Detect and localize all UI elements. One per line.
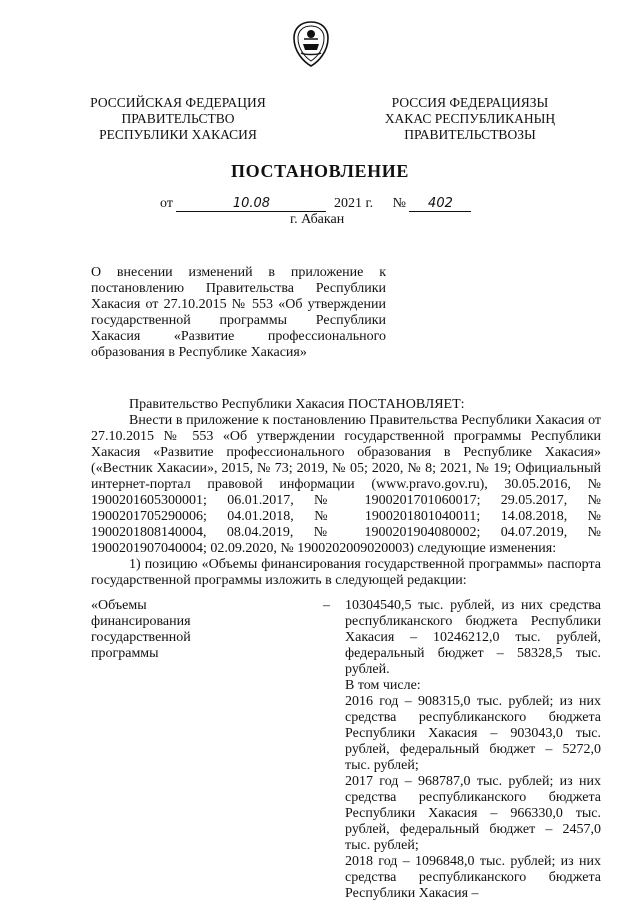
funding-details [345,598,601,902]
funding-total: 10304540,5 тыс. рублей, из них средства республиканского бюджета Республики Хакасия – 10246212,0 тыс. рублей, федеральный бюджет – 58328,5 тыс. рублей. [345,598,601,677]
body-paragraph: Внести в приложение к постановлению Правительства Республики Хакасия от 27.10.2015 № 553 «Об утверждении государственной программы Республики Хакасия «Развитие профессионального образования в Республике Хакасия» («Вестник Хакасии», 2015, № 73; 2019, № 05; 2020, № 8; 2021, № 19; Официальный интернет-портал правовой информации (www.pravo.gov.ru), 30.05.2016, № 1900201605300001; 06.01.2017, № 1900201701060017; 29.05.2017, № 1900201705290006; 04.01.2018, № 1900201801040011; 14.08.2018, № 1900201808140004, 08.04.2019, № 1900201904080002; 04.07.2019, № 1900201907040004; 02.09.2020, № 1900202009020003) следующие изменения: [91,413,601,556]
header-left-line: РОССИЙСКАЯ ФЕДЕРАЦИЯ [90,95,266,110]
number-field: 402 [409,196,471,212]
funding-year-2017: 2017 год – 968787,0 тыс. рублей; из них средства республиканского бюджета Республики Хакасия – 966330,0 тыс. рублей, федеральный бюджет – 2457,0 тыс. рублей; [345,774,601,853]
document-body [91,397,601,589]
document-subject: О внесении изменений в приложение к постановлению Правительства Республики Хакасия от 27.10.2015 № 553 «Об утверждении государственной программы Республики Хакасия «Развитие профессионального образования в Республике Хакасия» [91,265,386,360]
funding-including: В том числе: [345,678,421,693]
number-label: № [392,196,406,211]
document-meta [160,196,471,212]
funding-year-2018: 2018 год – 1096848,0 тыс. рублей; из них средства республиканского бюджета Республики Хакасия – [345,854,601,901]
body-paragraph: 1) позицию «Объемы финансирования государственной программы» паспорта государственной программы изложить в следующей редакции: [91,557,601,588]
header-right [370,95,570,143]
header-left [78,95,278,143]
funding-label-line: «Объемы [91,598,147,613]
header-left-line: РЕСПУБЛИКИ ХАКАСИЯ [99,127,257,142]
funding-label [91,598,241,662]
header-left-line: ПРАВИТЕЛЬСТВО [121,111,235,126]
year-label: 2021 г. [333,196,374,211]
funding-label-line: государственной [91,630,191,645]
header-right-line: РОССИЯ ФЕДЕРАЦИЯЗЫ [391,95,549,110]
funding-label-line: финансирования [91,614,191,629]
date-field: 10.08 [176,196,326,212]
date-label: от [160,196,173,211]
header-right-line: ПРАВИТЕЛЬСТВОЗЫ [404,127,536,142]
funding-dash: – [323,598,330,613]
header-right-line: ХАКАС РЕСПУБЛИКАНЫҢ [384,111,556,126]
body-paragraph: Правительство Республики Хакасия ПОСТАНОВЛЯЕТ: [129,397,465,412]
coat-of-arms-icon [290,20,332,68]
city-label: г. Абакан [290,212,345,227]
document-title: ПОСТАНОВЛЕНИЕ [231,161,409,181]
funding-year-2016: 2016 год – 908315,0 тыс. рублей; из них средства республиканского бюджета Республики Хакасия – 903043,0 тыс. рублей, федеральный бюджет – 5272,0 тыс. рублей; [345,694,601,773]
funding-label-line: программы [91,646,159,661]
